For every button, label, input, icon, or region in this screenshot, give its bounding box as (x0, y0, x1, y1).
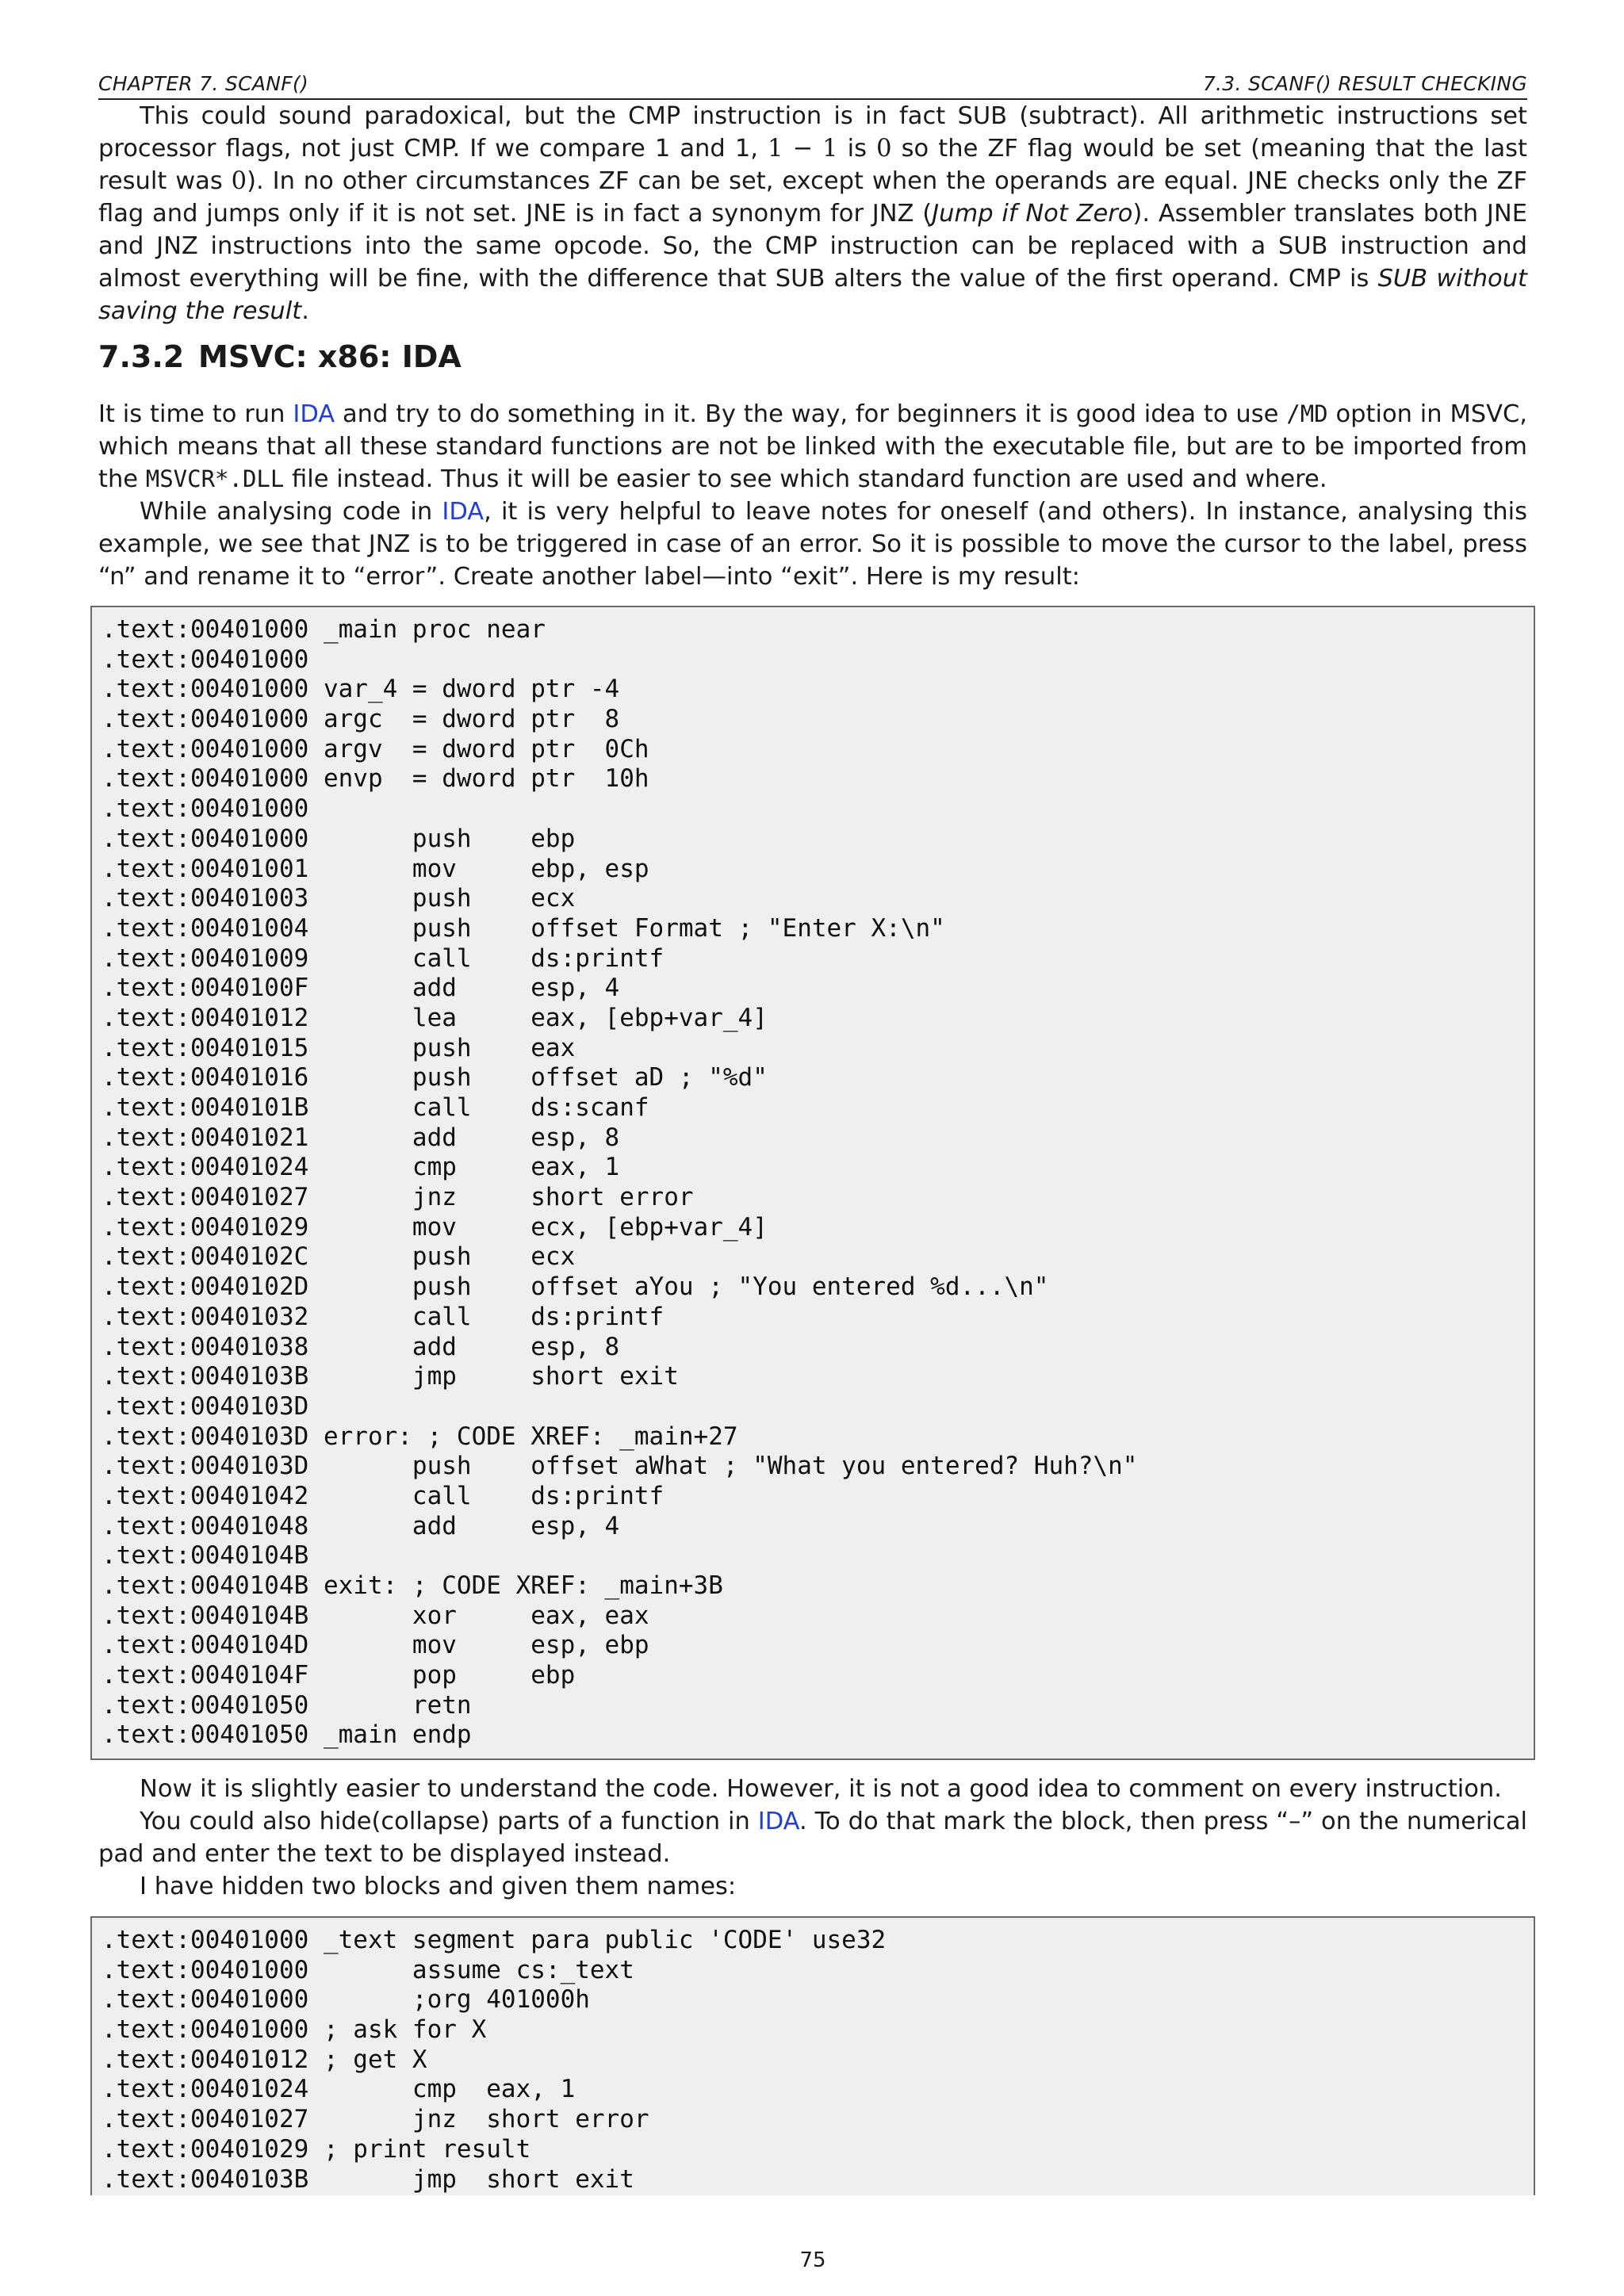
code-line: .text:00401001 mov ebp, esp (102, 854, 649, 883)
code-line: .text:00401000 ; ask for X (102, 2015, 487, 2045)
code-line: .text:00401016 push offset aD ; "%d" (102, 1063, 768, 1093)
header-section: 7.3. SCANF() RESULT CHECKING (1202, 72, 1527, 95)
code-line: .text:00401024 cmp eax, 1 (102, 2075, 576, 2104)
intro-em2: SUB without saving the result (98, 265, 1527, 325)
code-line: .text:00401021 add esp, 8 (102, 1123, 620, 1152)
para3-s2: , it is very helpful to leave notes for oneself (and others). In instance, analysing this example, we see that JNZ is to be triggered in case of an error. So it is possible to move the cursor to the label, press “n” and rename it to “error”. Create another label—into “exit”. Here is my result: (98, 498, 1527, 591)
intro-s3: so the ZF flag would be set (meaning that the last result was (98, 135, 1527, 195)
document-page (98, 0, 1527, 2296)
para-hidden-blocks: I have hidden two blocks and given them names: (140, 1873, 737, 1900)
para-easier-code: Now it is slightly easier to understand the code. However, it is not a good idea to comment on every instruction. (140, 1775, 1502, 1803)
msvcr-dll-code: MSVCR*.DLL (145, 465, 285, 492)
code-line: .text:0040103B jmp short exit (102, 2164, 634, 2194)
code-line: .text:0040101B call ds:scanf (102, 1093, 649, 1122)
para-hide-collapse (98, 1805, 1527, 1870)
code-line: .text:0040100F add esp, 4 (102, 974, 620, 1003)
intro-s6: . (301, 297, 309, 325)
code-line: .text:0040104F pop ebp (102, 1661, 576, 1690)
code-line: .text:00401015 push eax (102, 1033, 576, 1062)
code-listing-main (90, 606, 1535, 1760)
code-line: .text:00401000 var_4 = dword ptr -4 (102, 675, 620, 704)
para-analysing-notes (98, 496, 1527, 593)
intro-text (98, 100, 1527, 327)
code-line: .text:0040104B exit: ; CODE XREF: _main+3B (102, 1571, 723, 1600)
code-line: .text:0040102C push ecx (102, 1242, 576, 1272)
code-line: .text:0040104B (102, 1541, 309, 1571)
page-number: 75 (799, 2248, 826, 2272)
code-line: .text:00401000 ;org 401000h (102, 1985, 590, 2015)
code-listing-collapsed (90, 1916, 1535, 2195)
ida-link[interactable]: IDA (757, 1808, 799, 1835)
section-title: MSVC: x86: IDA (198, 339, 462, 374)
ida-link[interactable]: IDA (293, 400, 335, 428)
code-line: .text:00401050 retn (102, 1690, 472, 1720)
running-header (98, 68, 1527, 100)
para2-s2: and try to do something in it. By the way, for beginners it is good idea to use (335, 400, 1287, 428)
code-line: .text:00401000 push ebp (102, 824, 576, 853)
code-line: .text:00401000 _main proc near (102, 615, 546, 644)
code-line: .text:0040103B jmp short exit (102, 1362, 679, 1391)
code-line: .text:00401012 ; get X (102, 2045, 427, 2074)
code-line: .text:00401027 jnz short error (102, 2105, 649, 2134)
code-line: .text:0040103D push offset aWhat ; "What you entered? Huh?\n" (102, 1452, 1138, 1481)
after-listing-paragraphs (98, 1773, 1527, 1903)
code-line: .text:0040104D mov esp, ebp (102, 1631, 649, 1660)
code-line: .text:00401024 cmp eax, 1 (102, 1153, 620, 1182)
md-option-code: /MD (1286, 400, 1328, 427)
code-line: .text:00401012 lea eax, [ebp+var_4] (102, 1003, 768, 1032)
code-line: .text:00401003 push ecx (102, 884, 576, 913)
intro-s5: ). Assembler translates both JNE and JNZ instructions into the same opcode. So, the CMP instruction can be replaced with a SUB instruction and almost everything will be fine, with the difference that SUB alters the value of the first operand. CMP is (98, 200, 1528, 293)
code-line: .text:00401000 envp = dword ptr 10h (102, 764, 649, 794)
code-line: .text:00401048 add esp, 4 (102, 1511, 620, 1540)
code-line: .text:00401029 ; print result (102, 2134, 531, 2164)
code-line: .text:0040103D error: ; CODE XREF: _main+27 (102, 1422, 738, 1451)
para5-s2: . To do that mark the block, then press “–” on the numerical pad and enter the text to be displayed instead. (98, 1808, 1527, 1868)
code-line: .text:00401027 jnz short error (102, 1183, 694, 1212)
code-line: .text:0040103D (102, 1391, 309, 1421)
para5-s1: You could also hide(collapse) parts of a function in (140, 1808, 758, 1835)
para-run-ida (98, 398, 1527, 496)
code-line: .text:00401029 mov ecx, [ebp+var_4] (102, 1212, 768, 1242)
section-number: 7.3.2 (98, 339, 185, 374)
ida-paragraphs (98, 398, 1527, 593)
intro-paragraph (98, 100, 1527, 327)
intro-math3: 0 (231, 167, 247, 195)
intro-math1: 1 − 1 (768, 135, 838, 163)
section-heading (98, 339, 462, 374)
para2-s3: option in MSVC, which means that all these standard functions are not be linked with the executable file, but are to be imported from the (98, 400, 1527, 493)
intro-em1: Jump if Not Zero (932, 200, 1133, 228)
code-line: .text:00401000 argc = dword ptr 8 (102, 705, 620, 734)
code-line: .text:00401000 (102, 794, 309, 824)
code-line: .text:0040102D push offset aYou ; "You entered %d...\n" (102, 1272, 1049, 1302)
para2-s1: It is time to run (98, 400, 293, 428)
code-line: .text:00401000 argv = dword ptr 0Ch (102, 734, 649, 763)
intro-math2: 0 (876, 135, 892, 163)
code-line: .text:00401038 add esp, 8 (102, 1332, 620, 1361)
intro-s2: is (837, 135, 877, 163)
intro-s1: This could sound paradoxical, but the CMP instruction is in fact SUB (subtract). All arithmetic instructions set processor flags, not just CMP. If we compare 1 and 1, (98, 102, 1527, 163)
header-chapter: CHAPTER 7. SCANF() (98, 72, 309, 95)
code-line: .text:00401050 _main endp (102, 1720, 472, 1750)
code-line: .text:00401042 call ds:printf (102, 1481, 665, 1510)
code-line: .text:00401009 call ds:printf (102, 943, 665, 973)
code-line: .text:00401000 assume cs:_text (102, 1955, 634, 1984)
code-line: .text:0040104B xor eax, eax (102, 1601, 649, 1630)
ida-link[interactable]: IDA (442, 498, 485, 526)
code-line: .text:00401000 _text segment para public 'CODE' use32 (102, 1926, 887, 1954)
code-line: .text:00401032 call ds:printf (102, 1302, 665, 1331)
intro-s4: ). In no other circumstances ZF can be set, except when the operands are equal. JNE checks only the ZF flag and jumps only if it is not set. JNE is in fact a synonym for JNZ ( (98, 167, 1527, 228)
code-line: .text:00401000 (102, 645, 309, 674)
code-line: .text:00401004 push offset Format ; "Enter X:\n" (102, 913, 945, 943)
para2-s4: file instead. Thus it will be easier to see which standard function are used and where. (284, 465, 1327, 493)
para3-s1: While analysing code in (140, 498, 442, 526)
